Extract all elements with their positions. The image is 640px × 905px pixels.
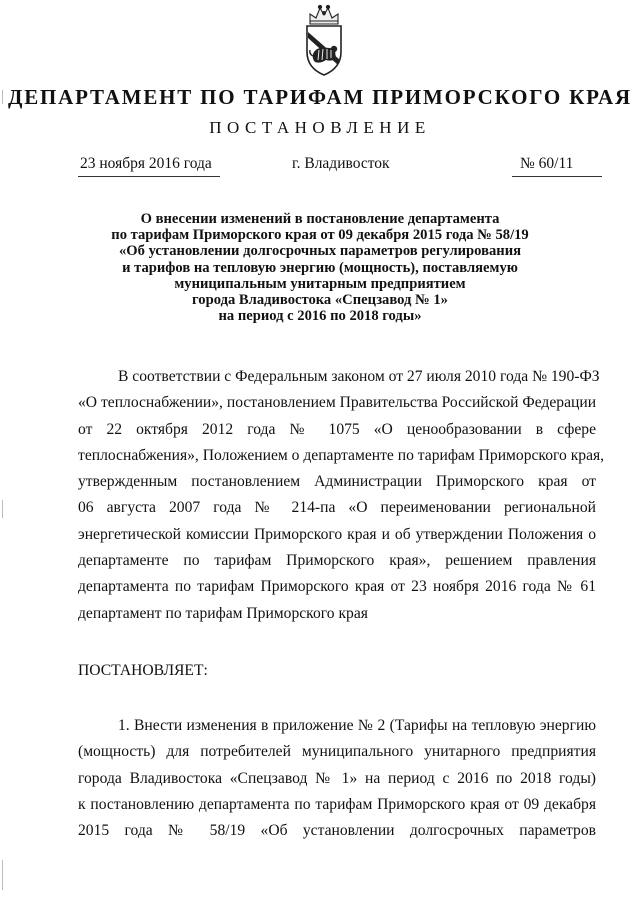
decree-type: ПОСТАНОВЛЕНИЕ bbox=[209, 118, 431, 137]
number-underline bbox=[512, 176, 602, 177]
item-1-line: 2015 года № 58/19 «Об установлении долгосрочных параметров bbox=[78, 822, 596, 840]
preamble-line: В соответствии с Федеральным законом от 27 июля 2010 года № 190-ФЗ bbox=[118, 368, 600, 385]
title-line: на период с 2016 по 2018 годы» bbox=[218, 308, 422, 325]
preamble-line: департамент по тарифам Приморского края bbox=[78, 604, 368, 622]
department-name: ДЕПАРТАМЕНТ ПО ТАРИФАМ ПРИМОРСКОГО КРАЯ bbox=[7, 85, 632, 109]
item-1-line: 1. Внести изменения в приложение № 2 (Тарифы на тепловую энергию bbox=[118, 717, 596, 734]
decree-city: г. Владивосток bbox=[292, 155, 390, 172]
resolves-heading: ПОСТАНОВЛЯЕТ: bbox=[78, 662, 208, 679]
title-line: по тарифам Приморского края от 09 декабря 2015 года № 58/19 bbox=[111, 227, 529, 244]
preamble-line: утвержденным постановлением Администрации Приморского края от bbox=[78, 473, 596, 491]
preamble-line: теплоснабжения», Положением о департаменте по тарифам Приморского края, bbox=[78, 446, 605, 464]
scan-artifact bbox=[2, 860, 3, 890]
preamble-line: от 22 октября 2012 года № 1075 «О ценообразовании в сфере bbox=[78, 420, 596, 438]
item-1-line: (мощность) для потребителей муниципального унитарного предприятия bbox=[78, 743, 596, 761]
scan-artifact bbox=[2, 500, 3, 518]
title-line: и тарифов на тепловую энергию (мощность), поставляемую bbox=[122, 259, 518, 276]
item-1-paragraph bbox=[78, 713, 596, 844]
preamble-line: энергетической комиссии Приморского края и об утверждении Положения о bbox=[78, 525, 596, 543]
decree-date: 23 ноября 2016 года bbox=[80, 155, 212, 172]
decree-title bbox=[100, 211, 540, 324]
decree-number: № 60/11 bbox=[520, 155, 574, 172]
coat-of-arms-icon bbox=[302, 2, 346, 78]
preamble-line: «О теплоснабжении», постановлением Правительства Российской Федерации bbox=[78, 394, 597, 412]
item-1-line: города Владивостока «Спецзавод № 1» на период с 2016 по 2018 годы) bbox=[78, 769, 596, 787]
preamble-line: 06 августа 2007 года № 214-па «О переименовании региональной bbox=[78, 499, 596, 517]
title-line: города Владивостока «Спецзавод № 1» bbox=[192, 292, 448, 309]
title-line: О внесении изменений в постановление департамента bbox=[140, 211, 500, 227]
preamble-line: департаменте по тарифам Приморского края», решением правления bbox=[78, 552, 596, 570]
title-line: муниципальным унитарным предприятием bbox=[174, 275, 466, 292]
preamble-line: департамента по тарифам Приморского края от 23 ноября 2016 года № 61 bbox=[78, 578, 596, 596]
preamble-paragraph bbox=[78, 364, 605, 627]
scan-artifact bbox=[2, 90, 3, 104]
item-1-line: к постановлению департамента по тарифам Приморского края от 09 декабря bbox=[78, 795, 596, 813]
date-underline bbox=[78, 176, 220, 177]
title-line: «Об установлении долгосрочных параметров регулирования bbox=[118, 243, 521, 260]
